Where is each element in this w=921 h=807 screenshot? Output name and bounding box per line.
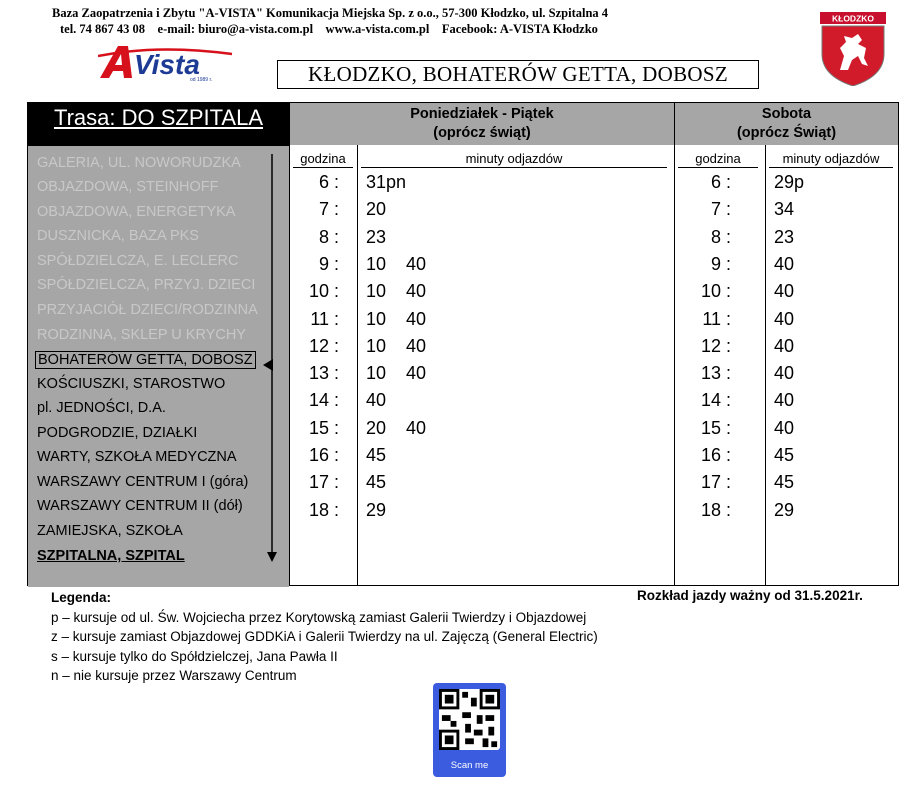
route-stop: WARSZAWY CENTRUM II (dół) xyxy=(37,498,243,514)
saturday-minutes: 23 xyxy=(774,226,795,247)
company-info: Baza Zaopatrzenia i Zbytu "A-VISTA" Komunikacja Miejska Sp. z o.o., 57-300 Kłodzko, ul. Szpitalna 4 xyxy=(52,6,609,20)
weekday-hour: 12 : xyxy=(308,335,339,356)
saturday-hour: 8 : xyxy=(710,226,731,247)
weekday-minutes: 23 xyxy=(366,226,387,247)
weekday-minutes: 10 40 xyxy=(366,308,427,329)
saturday-day: Sobota xyxy=(761,106,812,122)
weekday-hour: 13 : xyxy=(308,363,339,384)
weekday-hour: 6 : xyxy=(318,172,339,192)
route-stop: SPÓŁDZIELCZA, PRZYJ. DZIECI xyxy=(37,277,256,293)
page-title: KŁODZKO, BOHATERÓW GETTA, DOBOSZ xyxy=(277,60,759,89)
route-stop: KOŚCIUSZKI, STAROSTWO xyxy=(37,376,226,392)
weekday-hour: 7 : xyxy=(318,199,339,220)
logo-sub: od 1989 r. xyxy=(190,77,213,82)
legend-title: Legenda: xyxy=(51,590,112,605)
saturday-minutes: 40 xyxy=(774,335,795,356)
saturday-note: (oprócz Świąt) xyxy=(736,125,837,141)
weekday-hour-header: godzina xyxy=(300,151,346,166)
saturday-hour: 11 : xyxy=(702,308,731,329)
current-stop-marker-icon xyxy=(261,358,275,372)
saturday-minutes: 40 xyxy=(774,363,795,384)
stop-list xyxy=(28,145,289,587)
saturday-minutes: 29p xyxy=(774,172,805,192)
weekday-minutes: 40 xyxy=(366,390,387,411)
weekday-minutes: 20 40 xyxy=(366,417,427,438)
saturday-minutes: 40 xyxy=(774,390,795,411)
klodzko-crest-icon xyxy=(820,12,886,86)
weekday-minutes: 31pn xyxy=(366,172,407,192)
route-stop: OBJAZDOWA, STEINHOFF xyxy=(37,179,219,195)
scan-me-label: Scan me xyxy=(450,760,489,771)
weekday-hour: 11 : xyxy=(310,308,339,329)
weekday-minutes: 10 40 xyxy=(366,335,427,356)
saturday-hour: 6 : xyxy=(710,172,731,192)
weekday-hour: 15 : xyxy=(308,417,339,438)
legend-item: n – nie kursuje przez Warszawy Centrum xyxy=(51,668,297,683)
saturday-hour: 16 : xyxy=(700,445,731,465)
saturday-hour: 17 : xyxy=(700,472,731,493)
weekday-note: (oprócz świąt) xyxy=(433,125,531,141)
route-stop: WARSZAWY CENTRUM I (góra) xyxy=(37,474,249,490)
weekday-minutes: 10 40 xyxy=(366,281,427,302)
legend-item: z – kursuje zamiast Objazdowej GDDKiA i Galerii Twierdzy na ul. Zajęczą (General Electric) xyxy=(51,629,598,644)
company-contacts: tel. 74 867 43 08 e-mail: biuro@a-vista.com.pl www.a-vista.com.pl Facebook: A-VISTA Kłodzko xyxy=(60,22,598,36)
route-stop: ZAMIEJSKA, SZKOŁA xyxy=(37,523,183,539)
saturday-minutes: 40 xyxy=(774,308,795,329)
svg-text:Vista: Vista xyxy=(134,49,200,80)
saturday-minutes: 40 xyxy=(774,253,795,274)
weekday-hour: 17 : xyxy=(308,472,339,493)
route-stop: SPÓŁDZIELCZA, E. LECLERC xyxy=(37,253,239,269)
weekday-minutes: 29 xyxy=(366,499,387,520)
saturday-minutes: 40 xyxy=(774,281,795,302)
route-stop: RODZINNA, SKLEP U KRYCHY xyxy=(37,327,246,343)
weekday-hour: 10 : xyxy=(308,281,339,302)
route-stop: DUSZNICKA, BAZA PKS xyxy=(37,228,199,244)
route-title: Trasa: DO SZPITALA xyxy=(53,105,264,130)
weekday-days: Poniedziałek - Piątek xyxy=(410,106,554,122)
saturday-hour-header: godzina xyxy=(695,151,741,166)
saturday-minutes: 45 xyxy=(774,445,795,465)
legend xyxy=(51,588,598,686)
saturday-minutes: 40 xyxy=(774,417,795,438)
saturday-minutes: 29 xyxy=(774,499,795,520)
weekday-hour: 16 : xyxy=(308,445,339,465)
weekday-minutes: 10 40 xyxy=(366,363,427,384)
saturday-hour: 10 : xyxy=(700,281,731,302)
route-stop: GALERIA, UL. NOWORUDZKA xyxy=(37,155,241,171)
saturday-hour: 9 : xyxy=(710,253,731,274)
crest-label: KŁODZKO xyxy=(831,13,875,24)
qr-code-badge[interactable] xyxy=(433,683,506,777)
weekday-minutes: 20 xyxy=(366,199,387,220)
saturday-hour: 15 : xyxy=(700,417,731,438)
weekday-minutes: 45 xyxy=(366,472,387,493)
saturday-hour: 14 : xyxy=(700,390,731,411)
timetable xyxy=(27,102,899,586)
validity-note: Rozkład jazdy ważny od 31.5.2021r. xyxy=(637,588,863,603)
legend-item: p – kursuje od ul. Św. Wojciecha przez Korytowską zamiast Galerii Twierdzy i Objazdowej xyxy=(51,609,587,625)
qr-code-icon xyxy=(439,689,500,750)
saturday-heading xyxy=(674,103,898,145)
saturday-hour: 12 : xyxy=(700,335,731,356)
route-stop: OBJAZDOWA, ENERGETYKA xyxy=(37,204,236,220)
saturday-hour: 13 : xyxy=(700,363,731,384)
route-stop: PRZYJACIÓŁ DZIECI/RODZINNA xyxy=(37,302,258,318)
route-stop: BOHATERÓW GETTA, DOBOSZ xyxy=(35,351,256,369)
saturday-minute-header: minuty odjazdów xyxy=(782,151,880,166)
route-stop: WARTY, SZKOŁA MEDYCZNA xyxy=(37,449,237,465)
route-stop: SZPITALNA, SZPITAL xyxy=(37,548,185,564)
weekday-heading xyxy=(289,103,674,145)
route-stop: PODGRODZIE, DZIAŁKI xyxy=(37,425,198,441)
weekday-hour: 18 : xyxy=(308,499,339,520)
weekday-minutes: 45 xyxy=(366,445,387,465)
saturday-minutes: 45 xyxy=(774,472,795,493)
saturday-hour: 7 : xyxy=(710,199,731,220)
saturday-minutes: 34 xyxy=(774,199,795,220)
weekday-hour: 9 : xyxy=(318,253,339,274)
route-stop: pl. JEDNOŚCI, D.A. xyxy=(37,400,166,416)
saturday-hour: 18 : xyxy=(700,499,731,520)
weekday-minutes: 10 40 xyxy=(366,253,427,274)
avista-logo xyxy=(98,42,233,82)
legend-item: s – kursuje tylko do Spółdzielczej, Jana Pawła II xyxy=(51,648,338,664)
weekday-hour: 8 : xyxy=(318,226,339,247)
weekday-minute-header: minuty odjazdów xyxy=(465,151,563,166)
weekday-hour: 14 : xyxy=(308,390,339,411)
route-heading xyxy=(28,103,289,145)
